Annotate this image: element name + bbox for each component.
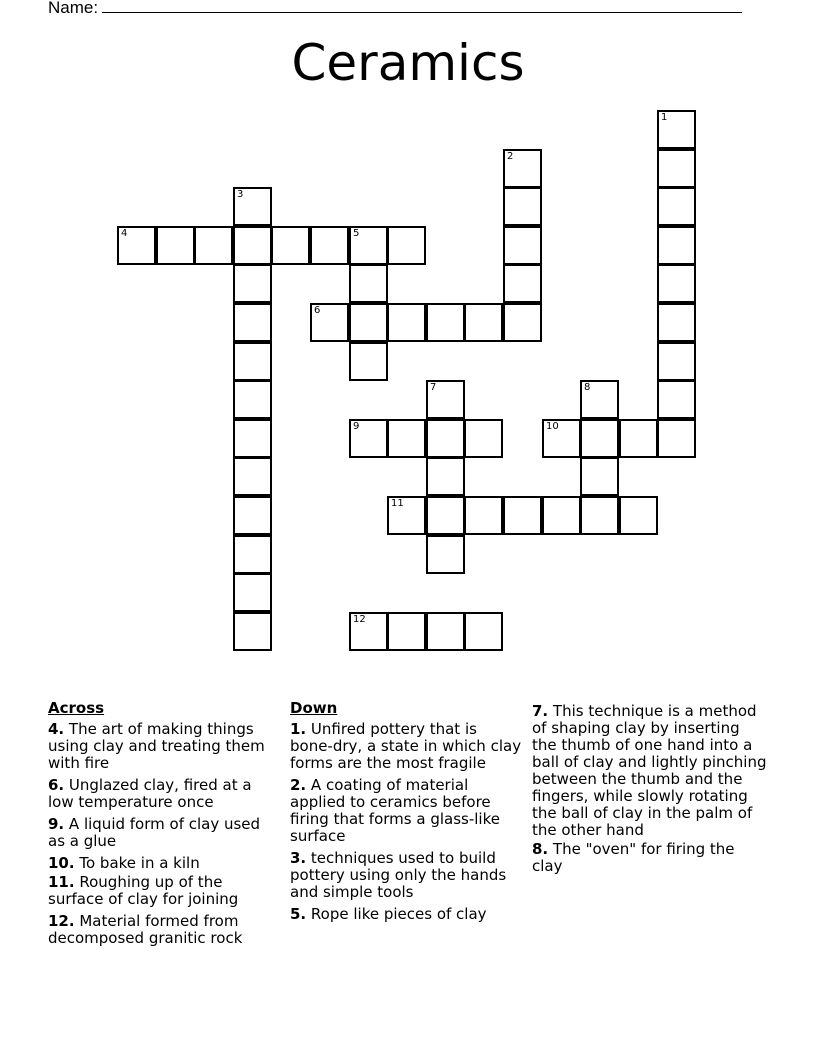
grid-cell[interactable] (233, 264, 272, 303)
grid-cell[interactable] (657, 110, 696, 149)
grid-cell[interactable] (464, 612, 503, 651)
grid-cell[interactable] (657, 419, 696, 458)
grid-cell[interactable] (542, 496, 581, 535)
down-clues-1 (290, 700, 522, 928)
clue-number: 4 (121, 228, 128, 239)
page-title: Ceramics (291, 34, 525, 92)
clue-number: 12 (353, 614, 366, 625)
grid-cell[interactable] (657, 342, 696, 381)
grid-cell[interactable] (349, 264, 388, 303)
clue-down-5: 5. Rope like pieces of clay (290, 905, 487, 923)
grid-cell[interactable] (464, 419, 503, 458)
clue-number: 9 (353, 421, 360, 432)
grid-cell[interactable] (657, 149, 696, 188)
clue-down-2: 2. A coating of material applied to ceramics before firing that forms a glass-like surface (290, 776, 500, 845)
grid-cell[interactable] (426, 535, 465, 574)
grid-cell[interactable] (387, 419, 426, 458)
grid-cell[interactable] (233, 226, 272, 265)
grid-cell[interactable] (387, 303, 426, 342)
clue-number: 6 (314, 305, 321, 316)
grid-cell[interactable] (310, 226, 349, 265)
grid-cell[interactable] (464, 303, 503, 342)
grid-cell[interactable] (426, 612, 465, 651)
down-heading: Down (290, 699, 338, 717)
name-blank-line[interactable] (102, 0, 742, 13)
down-clues-2 (532, 703, 768, 880)
grid-cell[interactable] (310, 303, 349, 342)
grid-cell[interactable] (233, 303, 272, 342)
grid-cell[interactable] (387, 612, 426, 651)
grid-cell[interactable] (426, 419, 465, 458)
grid-cell[interactable] (233, 457, 272, 496)
grid-cell[interactable] (580, 496, 619, 535)
grid-cell[interactable] (657, 303, 696, 342)
grid-cell[interactable] (503, 187, 542, 226)
clue-down-8: 8. The "oven" for firing the clay (532, 840, 735, 875)
grid-cell[interactable] (349, 226, 388, 265)
grid-cell[interactable] (426, 380, 465, 419)
name-label: Name: (48, 0, 99, 17)
grid-cell[interactable] (233, 612, 272, 651)
grid-cell[interactable] (156, 226, 195, 265)
grid-cell[interactable] (387, 496, 426, 535)
clue-across-12: 12. Material formed from decomposed granitic rock (48, 912, 243, 947)
grid-cell[interactable] (233, 187, 272, 226)
grid-cell[interactable] (349, 612, 388, 651)
grid-cell[interactable] (580, 380, 619, 419)
grid-cell[interactable] (657, 264, 696, 303)
grid-cell[interactable] (387, 226, 426, 265)
clue-number: 1 (661, 112, 668, 123)
clue-across-4: 4. The art of making things using clay and treating them with fire (48, 720, 265, 772)
clue-number: 7 (430, 382, 437, 393)
across-clues (48, 700, 280, 952)
grid-cell[interactable] (657, 380, 696, 419)
clue-number: 3 (237, 189, 244, 200)
grid-cell[interactable] (657, 187, 696, 226)
grid-cell[interactable] (233, 419, 272, 458)
grid-cell[interactable] (657, 226, 696, 265)
grid-cell[interactable] (503, 496, 542, 535)
grid-cell[interactable] (233, 535, 272, 574)
grid-cell[interactable] (503, 264, 542, 303)
grid-cell[interactable] (194, 226, 233, 265)
grid-cell[interactable] (271, 226, 310, 265)
grid-cell[interactable] (233, 342, 272, 381)
grid-cell[interactable] (349, 342, 388, 381)
clue-number: 11 (391, 498, 404, 509)
clue-down-7: 7. This technique is a method of shaping clay by inserting the thumb of one hand into a ball of clay and lightly pinching between the thumb and the fingers, while slowly rotating the ball of clay in the palm of the other hand (532, 702, 767, 839)
grid-cell[interactable] (426, 457, 465, 496)
clue-down-3: 3. techniques used to build pottery using only the hands and simple tools (290, 849, 507, 901)
grid-cell[interactable] (426, 496, 465, 535)
grid-cell[interactable] (503, 226, 542, 265)
grid-cell[interactable] (349, 419, 388, 458)
name-field[interactable] (48, 0, 742, 18)
grid-cell[interactable] (233, 573, 272, 612)
grid-cell[interactable] (349, 303, 388, 342)
clue-across-11: 11. Roughing up of the surface of clay for joining (48, 873, 239, 908)
grid-cell[interactable] (619, 419, 658, 458)
across-heading: Across (48, 699, 105, 717)
grid-cell[interactable] (117, 226, 156, 265)
clue-across-10: 10. To bake in a kiln (48, 854, 200, 872)
grid-cell[interactable] (542, 419, 581, 458)
grid-cell[interactable] (233, 496, 272, 535)
clue-number: 2 (507, 151, 514, 162)
clue-number: 8 (584, 382, 591, 393)
grid-cell[interactable] (580, 457, 619, 496)
clue-across-6: 6. Unglazed clay, fired at a low temperature once (48, 776, 252, 811)
grid-cell[interactable] (503, 149, 542, 188)
grid-cell[interactable] (426, 303, 465, 342)
clue-across-9: 9. A liquid form of clay used as a glue (48, 815, 261, 850)
grid-cell[interactable] (464, 496, 503, 535)
grid-cell[interactable] (503, 303, 542, 342)
grid-cell[interactable] (619, 496, 658, 535)
clue-down-1: 1. Unfired pottery that is bone-dry, a state in which clay forms are the most fragile (290, 720, 522, 772)
clue-number: 5 (353, 228, 360, 239)
clue-number: 10 (546, 421, 559, 432)
grid-cell[interactable] (580, 419, 619, 458)
grid-cell[interactable] (233, 380, 272, 419)
